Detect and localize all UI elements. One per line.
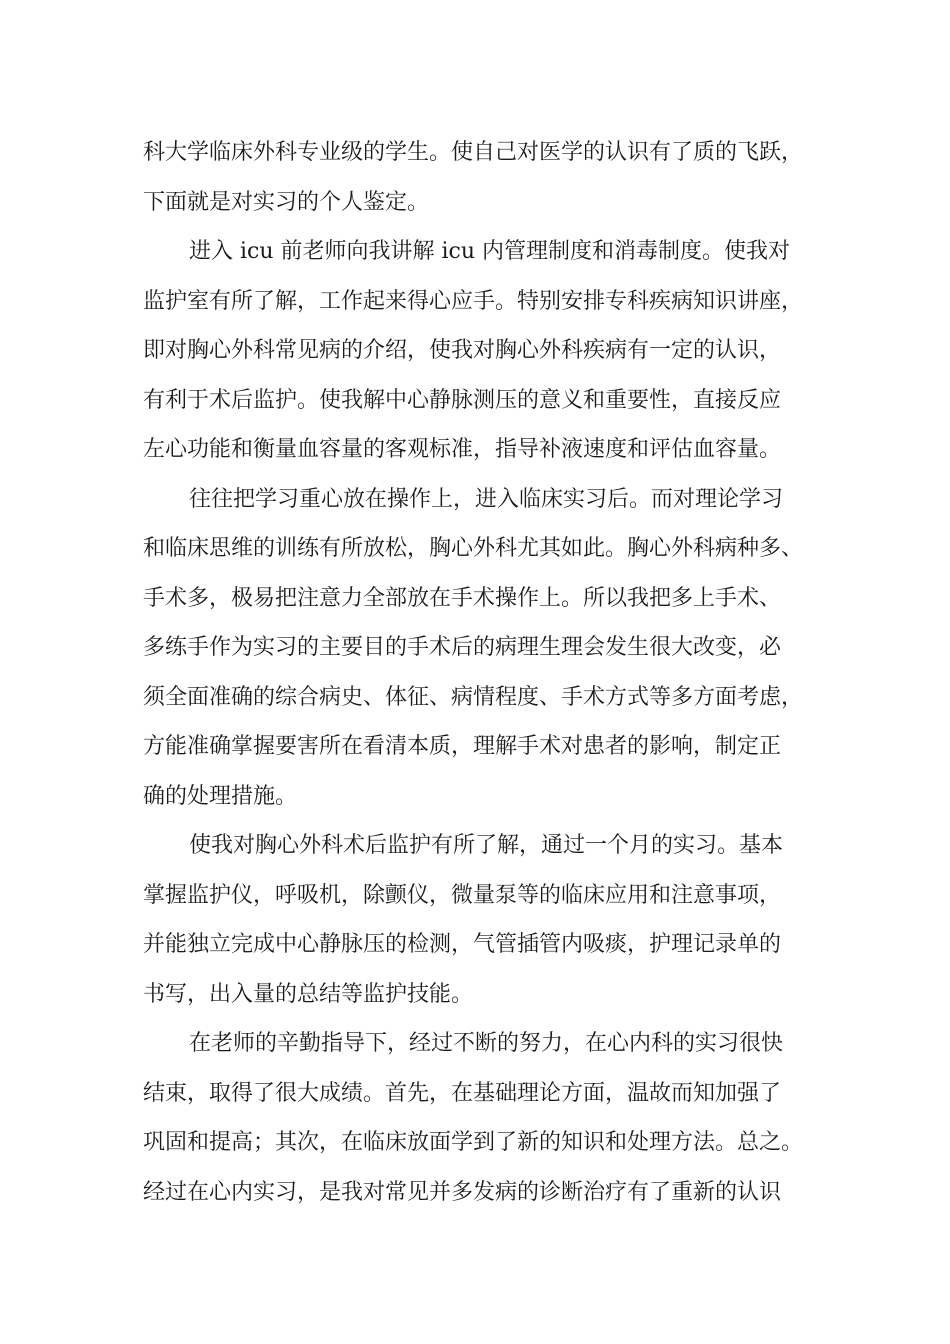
text-line: 下面就是对实习的个人鉴定。 [143, 189, 430, 215]
text-line: 和临床思维的训练有所放松，胸心外科尤其如此。胸心外科病种多、 [143, 536, 804, 561]
document-body [143, 128, 843, 1217]
text-line: 手术多，极易把注意力全部放在手术操作上。所以我把多上手术、 [143, 585, 782, 611]
text-line: 并能独立完成中心静脉压的检测，气管插管内吸痰，护理记录单的 [143, 932, 782, 957]
paragraph-start-line: 在老师的辛勤指导下，经过不断的努力，在心内科的实习很快 [189, 1031, 784, 1056]
text-line: 须全面准确的综合病史、体征、病情程度、手术方式等多方面考虑， [143, 684, 804, 710]
text-line: 方能准确掌握要害所在看清本质，理解手术对患者的影响，制定正 [143, 734, 782, 759]
text-line: 有利于术后监护。使我解中心静脉测压的意义和重要性，直接反应 [143, 387, 782, 413]
paragraph-start-line: 使我对胸心外科术后监护有所了解，通过一个月的实习。基本 [189, 833, 784, 858]
text-line: 多练手作为实习的主要目的手术后的病理生理会发生很大改变，必 [143, 635, 782, 660]
text-line: 确的处理措施。 [143, 783, 298, 809]
paragraph-start-line: 往往把学习重心放在操作上，进入临床实习后。而对理论学习 [189, 486, 784, 512]
text-line: 科大学临床外科专业级的学生。使自己对医学的认识有了质的飞跃， [143, 140, 804, 165]
text-line: 左心功能和衡量血容量的客观标准，指导补液速度和评估血容量。 [143, 437, 782, 462]
text-line: 经过在心内实习，是我对常见并多发病的诊断治疗有了重新的认识 [143, 1179, 782, 1205]
text-line: 书写，出入量的总结等监护技能。 [143, 981, 474, 1007]
paragraph-start-line: 进入 icu 前老师向我讲解 icu 内管理制度和消毒制度。使我对 [189, 239, 791, 264]
text-line: 即对胸心外科常见病的介绍，使我对胸心外科疾病有一定的认识， [143, 338, 782, 363]
text-line: 结束，取得了很大成绩。首先，在基础理论方面，温故而知加强了 [143, 1080, 782, 1106]
text-line: 巩固和提高；其次，在临床放面学到了新的知识和处理方法。总之。 [143, 1130, 804, 1155]
text-line: 监护室有所了解，工作起来得心应手。特别安排专科疾病知识讲座， [143, 288, 804, 314]
text-line: 掌握监护仪，呼吸机，除颤仪，微量泵等的临床应用和注意事项， [143, 882, 782, 908]
